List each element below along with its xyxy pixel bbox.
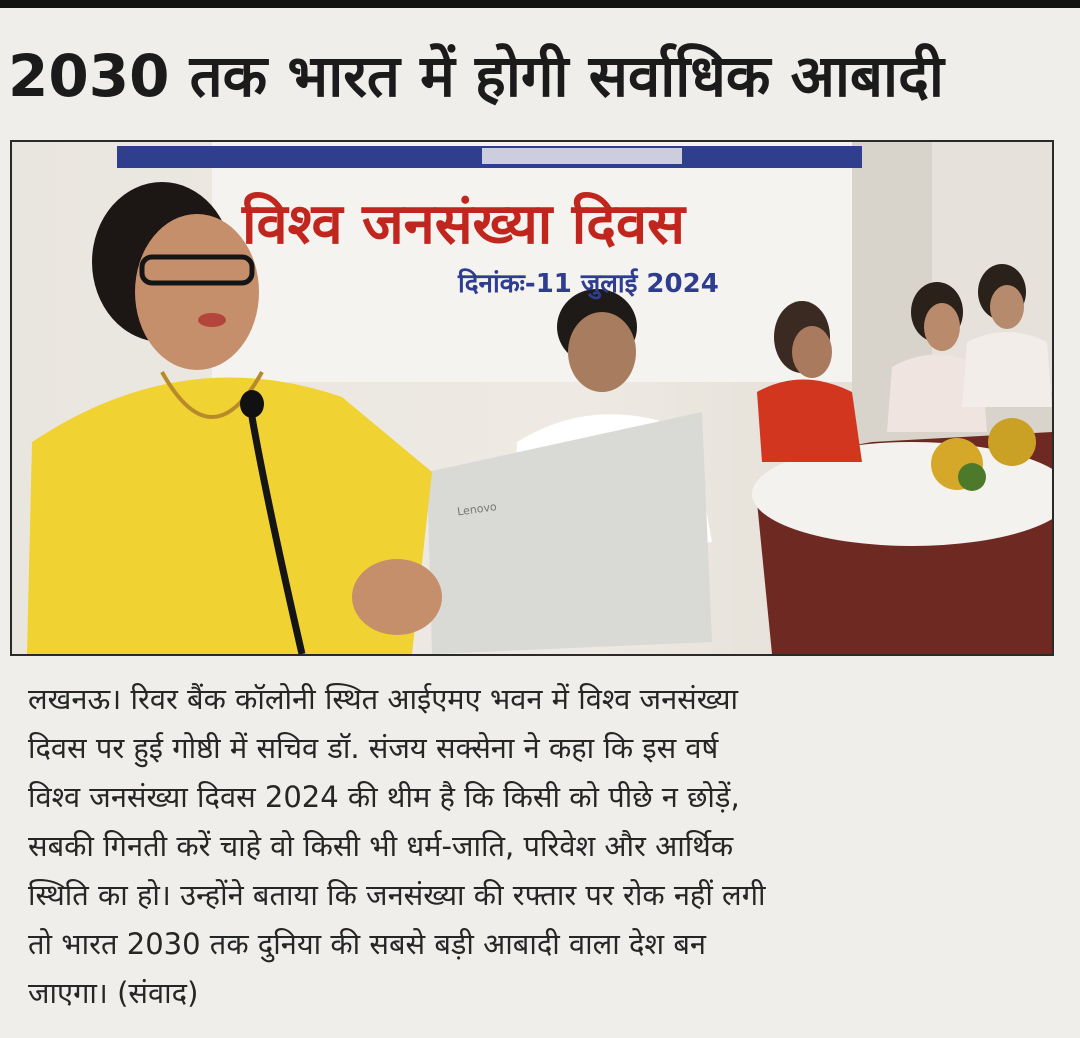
article-line: सबकी गिनती करें चाहे वो किसी भी धर्म-जाति, परिवेश और आर्थिक — [28, 829, 734, 863]
banner-date: दिनांकः-11 जुलाई 2024 — [458, 269, 719, 299]
speaker-face — [135, 214, 259, 370]
article-line: तो भारत 2030 तक दुनिया की सबसे बड़ी आबादी वाला देश बन — [28, 927, 707, 961]
speaker-lips — [198, 313, 226, 327]
bouquet-leaves — [958, 463, 986, 491]
flower-bouquet-2 — [988, 418, 1036, 466]
article-line: जाएगा। (संवाद) — [28, 976, 199, 1010]
banner-top-label — [482, 148, 682, 164]
laptop-lid — [427, 412, 712, 654]
article-line: स्थिति का हो। उन्होंने बताया कि जनसंख्या की रफ्तार पर रोक नहीं लगी — [28, 878, 766, 912]
man-face — [568, 312, 636, 392]
woman-3-face — [924, 303, 960, 351]
microphone-head — [240, 390, 264, 418]
banner-title: विश्व जनसंख्या दिवस — [242, 192, 686, 257]
article-body — [28, 675, 1048, 1025]
woman-2-face — [792, 326, 832, 378]
article-line: लखनऊ। रिवर बैंक कॉलोनी स्थित आईएमए भवन में विश्व जनसंख्या — [28, 682, 739, 716]
laptop-brand: Lenovo — [456, 500, 498, 519]
event-banner — [212, 142, 852, 382]
woman-4-face — [990, 285, 1024, 329]
news-photo — [10, 140, 1054, 656]
article-line: विश्व जनसंख्या दिवस 2024 की थीम है कि किसी को पीछे न छोड़ें, — [28, 780, 740, 814]
article-line: दिवस पर हुई गोष्ठी में सचिव डॉ. संजय सक्सेना ने कहा कि इस वर्ष — [28, 731, 719, 765]
woman-2-saree — [757, 380, 862, 463]
headline: 2030 तक भारत में होगी सर्वाधिक आबादी — [8, 42, 944, 110]
woman-4-saree — [962, 332, 1052, 407]
speaker-hand — [352, 559, 442, 635]
top-edge-strip — [0, 0, 1080, 8]
